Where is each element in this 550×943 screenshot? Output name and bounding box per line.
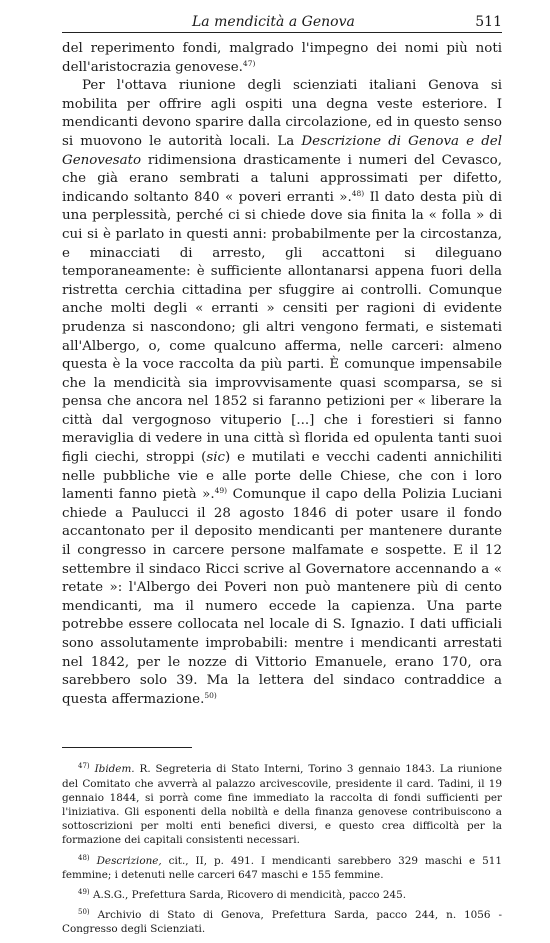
- running-title: La mendicità a Genova: [192, 14, 355, 30]
- footnote-text: A.S.G., Prefettura Sarda, Ricovero di mendicità, pacco 245.: [92, 889, 407, 901]
- cited-work-title: Descrizione di Genova e del Genovesato: [62, 133, 502, 168]
- paragraph-2-part-4: ) e mutilati e vecchi cadenti annichiliti nelle pubbliche vie e alle porte delle Chiese, che con i loro lamenti fanno pietà ».: [62, 450, 503, 503]
- footnote-ref-49[interactable]: 49): [214, 486, 228, 496]
- footnote-ref-48[interactable]: 48): [351, 188, 365, 198]
- footnote-number: 49): [78, 888, 90, 896]
- paragraph-2-part-2: ridimensiona drasticamente i numeri del Cevasco, che già erano sembrati a taluni approssimati per difetto, indicando soltanto 840 « poveri erranti ».: [62, 152, 502, 205]
- paragraph-2-part-3: Il dato desta più di una perplessità, perché ci si chiede dove sia finita la « folla » di cui si è parlato in questi anni: probabilmente per la circostanza, e minacciati di arresto, gli accattoni si dileguano temporaneamente: è sufficiente allontanarsi appena fuori della ristretta cerchia cittadina per sfuggire ai controlli. Comunque anche molti degli « erranti » censiti per ragioni di evidente prudenza si nascondono; gli altri vengono fermati, e sistemati all'Albergo, o, come qualcuno afferma, nelle carceri: almeno questa è la voce raccolta da più parti. È comunque impensabile che la mendicità sia improvvisamente quasi scomparsa, se si pensa che ancora nel 1852 si faranno petizioni per « liberare la città dal vergognoso vituperio [...] che i forestieri si fanno meraviglia di vedere in una città sì florida ed opulenta tanti suoi figli ciechi, stroppi (: [62, 189, 502, 466]
- footnote-number: 48): [78, 853, 90, 862]
- footnote-48: [62, 854, 502, 882]
- paragraph-1-text: del reperimento fondi, malgrado l'impegno dei nomi più noti dell'aristocrazia genovese.: [62, 41, 502, 75]
- footnote-49: [62, 888, 502, 902]
- paragraph-2-part-1: Per l'ottava riunione degli scienziati italiani Genova si mobilita per offrire agli ospiti una degna veste esteriore. I mendicanti devono sparire dalla circolazione, ed in questo senso si muovono le autorità locali. La: [62, 78, 502, 149]
- footnote-ref-50[interactable]: 50): [204, 690, 217, 700]
- main-text: [62, 40, 502, 709]
- footnote-50: [62, 908, 502, 936]
- footnote-divider: [62, 747, 192, 748]
- footnote-ref-47[interactable]: 47): [242, 58, 256, 68]
- footnote-text: cit., II, p. 491. I mendicanti sarebbero 329 maschi e 511 femmine; i detenuti nelle carceri 647 maschi e 155 femmine.: [62, 854, 502, 881]
- sic-mark: sic: [206, 450, 226, 466]
- footnotes: [62, 762, 502, 936]
- footnote-number: 50): [78, 908, 90, 917]
- footnote-lead: Ibidem.: [94, 763, 135, 776]
- footnote-text: Archivio di Stato di Genova, Prefettura Sarda, pacco 244, n. 1056 - Congresso degli Scienziati.: [62, 909, 502, 936]
- running-header: [62, 14, 502, 33]
- book-page: [62, 14, 502, 943]
- footnote-number: 47): [78, 762, 90, 771]
- footnote-47: [62, 762, 502, 847]
- page-number: 511: [475, 14, 502, 30]
- paragraph-2: [62, 77, 502, 709]
- footnote-text: R. Segreteria di Stato Interni, Torino 3 gennaio 1843. La riunione del Comitato che avverrà al palazzo arcivescovile, presidente il card. Tadini, il 19 gennaio 1844, si porrà come fine immediato la raccolta di fondi sufficienti per l'iniziativa. Gli esponenti della nobiltà e della finanza genovese contribuiscono a sottoscrizioni per molti enti benefici diversi, e questo crea difficoltà per la formazione dei capitali consistenti necessari.: [62, 763, 502, 847]
- footnote-lead: Descrizione,: [96, 854, 162, 867]
- paragraph-1: [62, 40, 502, 77]
- paragraph-2-part-5: Comunque il capo della Polizia Luciani chiede a Paulucci il 28 agosto 1846 di poter usare il fondo accantonato per il deposito mendicanti per mantenere durante il congresso in carcere persone malfamate e sospette. E il 12 settembre il sindaco Ricci scrive al Governatore accennando a « retate »: l'Albergo dei Poveri non può mantenere più di cento mendicanti, ma il numero eccede la capienza. Una parte potrebbe essere collocata nel locale di S. Ignazio. I dati ufficiali sono assolutamente improbabili: mentre i mendicanti arrestati nel 1842, per le nozze di Vittorio Emanuele, erano 170, ora sarebbero solo 39. Ma la lettera del sindaco contraddice a questa affermazione.: [62, 487, 502, 707]
